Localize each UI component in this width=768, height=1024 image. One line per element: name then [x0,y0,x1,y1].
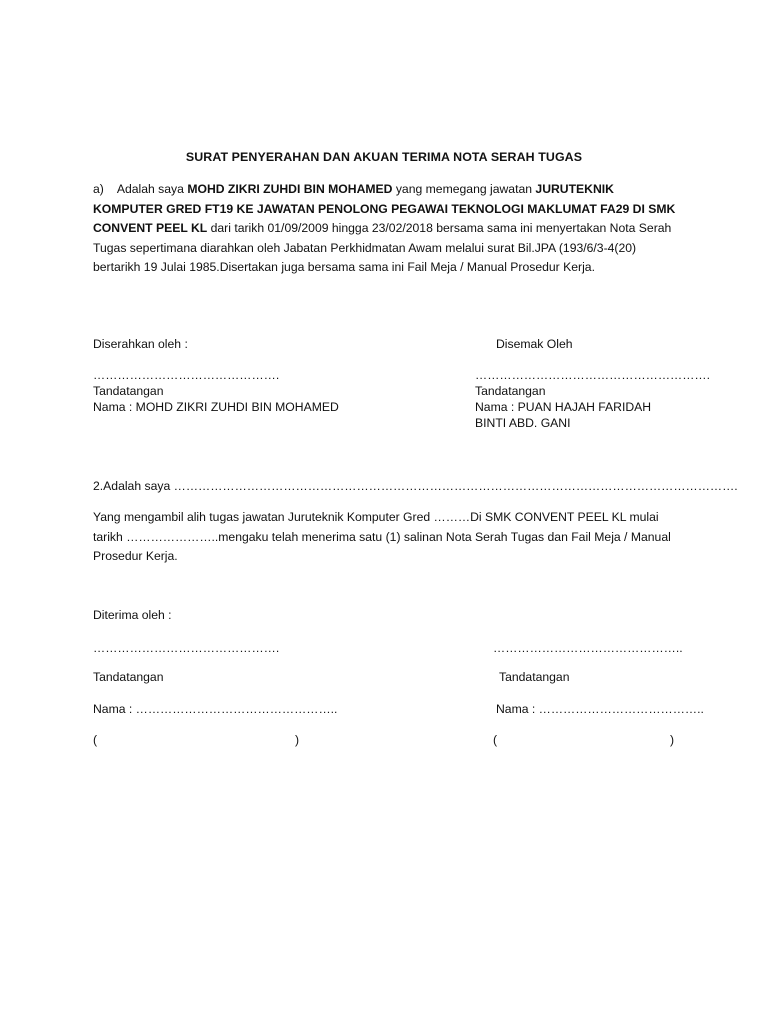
receipt-left-sign-line: ………………………………………. [93,641,280,655]
section-a-text-1: Adalah saya [116,182,188,196]
receipt-left-close-paren: ) [295,733,300,747]
receipt-right-close-paren: ) [670,733,675,747]
section-a-text-2: yang memegang jawatan [392,182,536,196]
document-title: SURAT PENYERAHAN DAN AKUAN TERIMA NOTA SERAH TUGAS [185,150,583,164]
handover-right-name-2: BINTI ABD. GANI [475,416,571,430]
section-a-text-3: dari tarikh 01/09/2009 hingga 23/02/2018 bersama sama ini menyertakan Nota Serah Tugas sepertimana diarahkan oleh Jabatan Perkhidmatan Awam melalui surat Bil.JPA (193/6/3-4(20) bertarikh 19 Julai 1985.Disertakan juga bersama sama ini Fail Meja / Manual Prosedur Kerja. [93,221,672,275]
receipt-left-name: Nama : ………………………………………….. [93,702,338,716]
handover-right-name-1: Nama : PUAN HAJAH FARIDAH [475,400,652,414]
handover-left-sign-label: Tandatangan [93,384,164,398]
section-a-name: MOHD ZIKRI ZUHDI BIN MOHAMED [187,182,393,196]
handover-left-heading: Diserahkan oleh : [93,337,188,351]
handover-right-sign-line: …………………………………………………. [475,368,710,382]
section-a-marker: a) [93,182,104,196]
section-a-post: JURUTEKNIK KOMPUTER GRED FT19 KE JAWATAN PENOLONG PEGAWAI TEKNOLOGI MAKLUMAT FA29 DI SMK CONVENT PEEL KL [93,182,676,236]
handover-right-sign-label: Tandatangan [475,384,546,398]
receipt-right-sign-label: Tandatangan [499,670,570,684]
section-a-paragraph [93,180,683,278]
receipt-right-name: Nama : ………………………………….. [496,702,704,716]
receipt-left-open-paren: ( [93,733,98,747]
handover-right-heading: Disemak Oleh [496,337,573,351]
receipt-right-sign-line: ……………………………………….. [493,641,683,655]
handover-left-sign-line: ………………………………………. [93,368,280,382]
receipt-right-open-paren: ( [493,733,498,747]
section-2-line: 2.Adalah saya …………………………………………………………………………………………………………………………. [93,479,738,493]
receipt-left-sign-label: Tandatangan [93,670,164,684]
receipt-heading: Diterima oleh : [93,608,172,622]
handover-left-name: Nama : MOHD ZIKRI ZUHDI BIN MOHAMED [93,400,339,414]
section-2-paragraph: Yang mengambil alih tugas jawatan Juruteknik Komputer Gred ………Di SMK CONVENT PEEL KL mulai tarikh …………………..mengaku telah menerima satu (1) salinan Nota Serah Tugas dan Fail Meja / Manual Prosedur Kerja. [93,510,671,564]
